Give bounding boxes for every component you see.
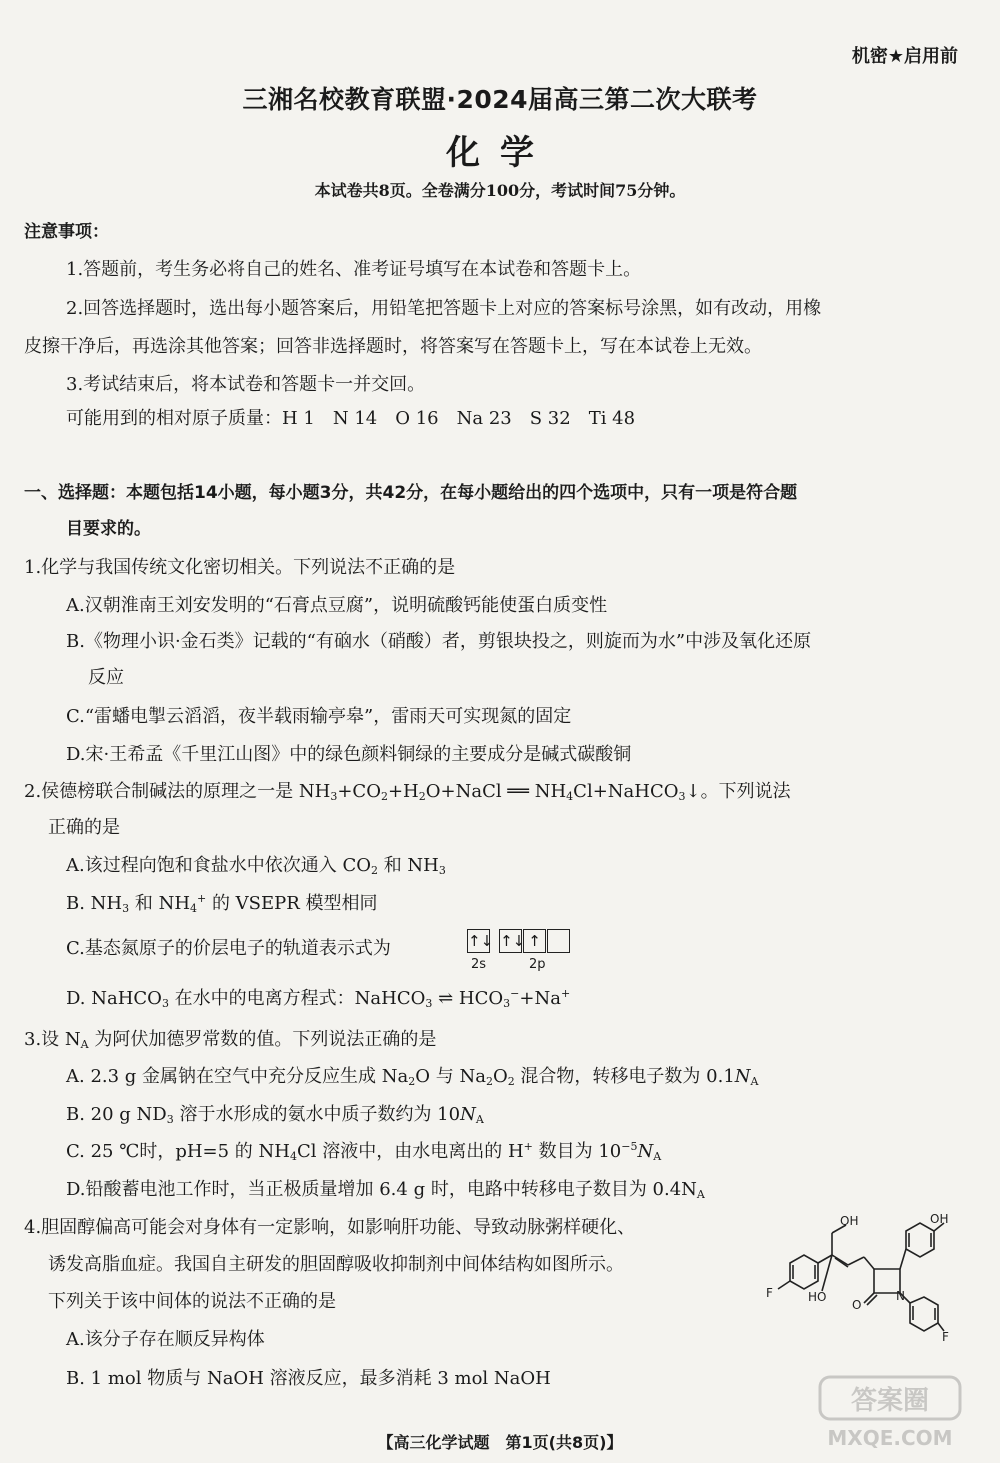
orbital-2s-label: 2s [471, 957, 487, 972]
note-1: 1.答题前，考生务必将自己的姓名、准考证号填写在本试卷和答题卡上。 [66, 259, 642, 280]
mol-label-f-1: F [766, 1286, 773, 1300]
mol-label-n: N [896, 1289, 905, 1303]
q4-stem-line1: 4.胆固醇偏高可能会对身体有一定影响，如影响肝功能、导致动脉粥样硬化、 [24, 1217, 636, 1238]
q2-option-d: D. NaHCO$_3$ 在水中的电离方程式：NaHCO$_3$ ⇌ $HCO_3^-+Na^+$ [66, 987, 571, 1010]
q2-stem-line1: 2.侯德榜联合制碱法的原理之一是 $NH_3+CO_2+H_2O+NaCl$ ══ $NH_4Cl+NaHCO_3↓$。下列说法 [24, 781, 791, 803]
q1-option-d: D.宋·王希孟《千里江山图》中的绿色颜料铜绿的主要成分是碱式碳酸铜 [66, 744, 632, 765]
section-heading-line2: 目要求的。 [66, 519, 151, 539]
watermark-text: 答案圈 [850, 1386, 930, 1416]
q4-stem-line2: 诱发高脂血症。我国自主研发的胆固醇吸收抑制剂中间体结构如图所示。 [48, 1254, 624, 1275]
mol-label-ho: HO [808, 1290, 827, 1304]
q2-stem-line2: 正确的是 [48, 817, 120, 838]
q3-option-c: C. 25 ℃时，pH=5 的 $NH_4Cl$ 溶液中，由水电离出的 H+ 数目为 $10^{-5}N_A$ [66, 1140, 662, 1163]
note-3: 3.考试结束后，将本试卷和答题卡一并交回。 [66, 374, 426, 395]
q3-option-b: B. 20 g $ND_3$ 溶于水形成的氨水中质子数约为 $10N_A$ [66, 1104, 484, 1126]
q2-option-b: B. $NH_3$ 和 $NH_4^+$ 的 VSEPR 模型相同 [66, 892, 378, 915]
mol-label-f-2: F [942, 1330, 949, 1344]
q4-option-a: A.该分子存在顺反异构体 [66, 1329, 265, 1350]
orbital-2s-box: ↑↓ [467, 929, 490, 953]
orbital-2p-box-3 [547, 929, 570, 953]
exam-title: 三湘名校教育联盟·2024届高三第二次大联考 [242, 85, 758, 114]
q1-option-b-line2: 反应 [88, 667, 124, 688]
q1-stem: 1.化学与我国传统文化密切相关。下列说法不正确的是 [24, 557, 456, 578]
q1-option-c: C.“雷蟠电掣云滔滔，夜半载雨输亭皋”，雷雨天可实现氮的固定 [66, 706, 572, 727]
orbital-2p-box-1: ↑↓ [499, 929, 522, 953]
subject-title: 化学 [446, 133, 554, 173]
mol-label-oh-1: OH [840, 1214, 859, 1228]
q3-option-a: A. 2.3 g 金属钠在空气中充分反应生成 $Na_2O$ 与 $Na_2O_2$ 混合物，转移电子数为 $0.1N_A$ [66, 1066, 759, 1088]
atomic-masses: 可能用到的相对原子质量：H 1 N 14 O 16 Na 23 S 32 Ti 48 [66, 408, 636, 429]
confidential-label: 机密★启用前 [851, 46, 958, 67]
q3-option-d: D.铅酸蓄电池工作时，当正极质量增加 6.4 g 时，电路中转移电子数目为 $0.4N_A$ [66, 1179, 705, 1201]
note-2-line2: 皮擦干净后，再选涂其他答案；回答非选择题时，将答案写在答题卡上，写在本试卷上无效。 [24, 336, 762, 357]
watermark-logo [810, 1373, 980, 1453]
q4-stem-line3: 下列关于该中间体的说法不正确的是 [48, 1291, 336, 1312]
watermark-site: MXQE.COM [827, 1426, 953, 1450]
mol-label-oh-2: OH [930, 1212, 949, 1226]
orbital-2p-box-2: ↑ [523, 929, 546, 953]
note-2-line1: 2.回答选择题时，选出每小题答案后，用铅笔把答题卡上对应的答案标号涂黑，如有改动，用橡 [66, 298, 822, 319]
q2-option-c: C.基态氮原子的价层电子的轨道表示式为 [66, 938, 391, 959]
orbital-diagram [467, 929, 574, 972]
q3-stem: 3.设 $N_A$ 为阿伏加德罗常数的值。下列说法正确的是 [24, 1029, 437, 1051]
exam-info: 本试卷共8页。全卷满分100分，考试时间75分钟。 [314, 181, 686, 200]
q1-option-a: A.汉朝淮南王刘安发明的“石膏点豆腐”，说明硫酸钙能使蛋白质变性 [66, 595, 608, 616]
section-heading-line1: 一、选择题：本题包括14小题，每小题3分，共42分，在每小题给出的四个选项中，只有一项是符合题 [24, 483, 798, 503]
notes-heading: 注意事项： [24, 222, 109, 242]
mol-label-o: O [852, 1298, 862, 1312]
q4-option-b: B. 1 mol 物质与 NaOH 溶液反应，最多消耗 3 mol NaOH [66, 1368, 551, 1389]
orbital-2p-label: 2p [529, 957, 546, 972]
page-footer: 【高三化学试题 第1页(共8页)】 [377, 1433, 623, 1452]
molecule-structure [760, 1205, 960, 1355]
q1-option-b-line1: B.《物理小识·金石类》记载的“有硇水（硝酸）者，剪银块投之，则旋而为水”中涉及氧化还原 [66, 631, 812, 652]
q2-option-a: A.该过程向饱和食盐水中依次通入 $CO_2$ 和 $NH_3$ [66, 855, 446, 877]
